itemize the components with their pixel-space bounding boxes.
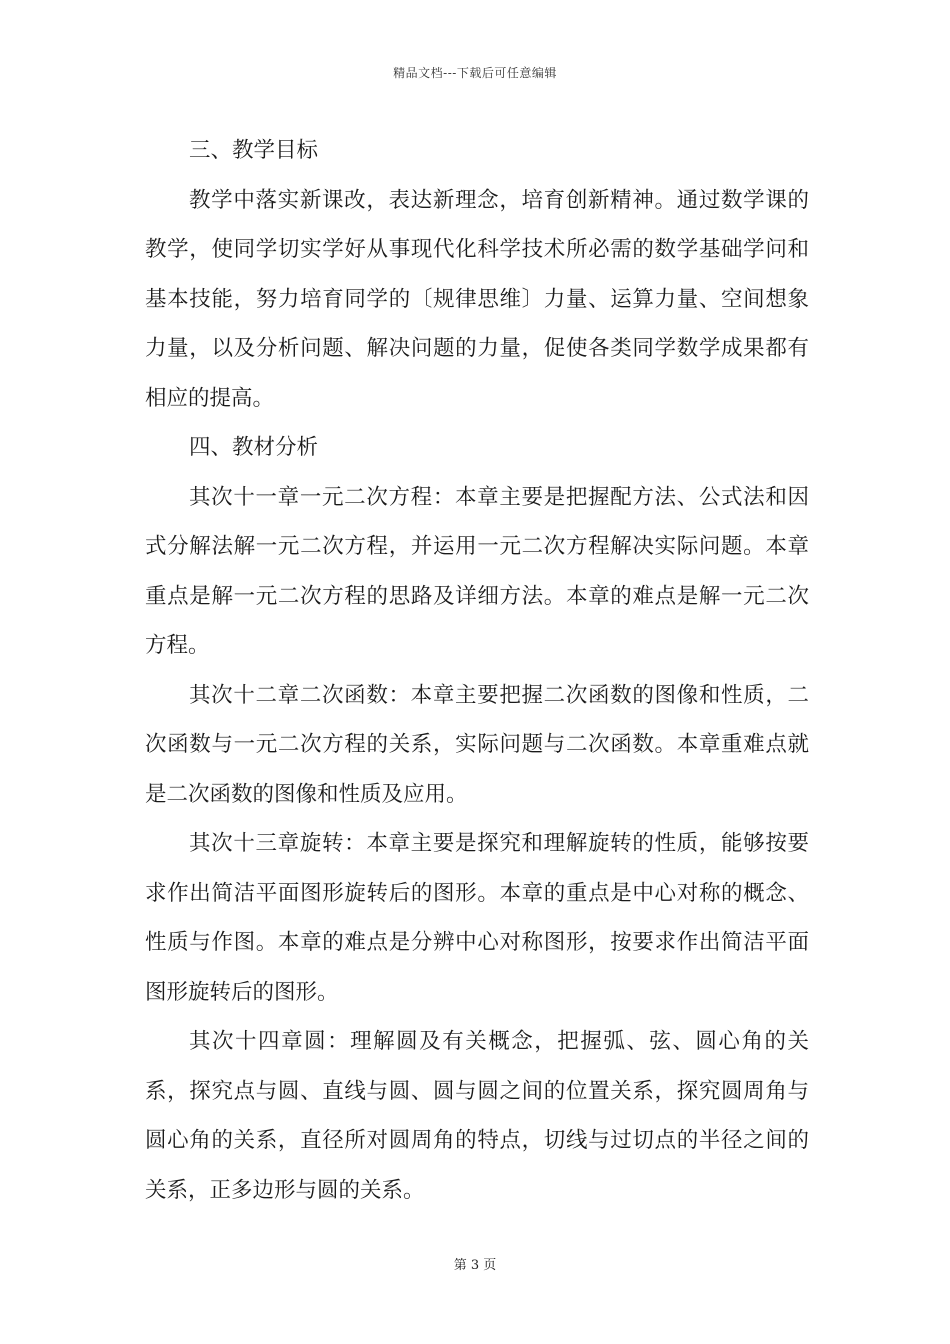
paragraph-teaching-goals: 教学中落实新课改，表达新理念，培育创新精神。通过数学课的教学，使同学切实学好从事现代化科学技术所必需的数学基础学问和基本技能，努力培育同学的〔规律思维〕力量、运算力量、空间想象力量，以及分析问题、解决问题的力量，促使各类同学数学成果都有相应的提高。 bbox=[145, 187, 809, 411]
page-header: 精品文档---下载后可任意编辑 bbox=[393, 66, 557, 80]
section-heading-textbook-analysis: 四、教材分析 bbox=[189, 435, 319, 460]
document-body bbox=[145, 126, 809, 1215]
paragraph-chapter-22: 其次十二章二次函数：本章主要把握二次函数的图像和性质，二次函数与一元二次方程的关系，实际问题与二次函数。本章重难点就是二次函数的图像和性质及应用。 bbox=[145, 682, 809, 807]
paragraph-chapter-23: 其次十三章旋转：本章主要是探究和理解旋转的性质，能够按要求作出简洁平面图形旋转后的图形。本章的重点是中心对称的概念、性质与作图。本章的难点是分辨中心对称图形，按要求作出简洁平面图形旋转后的图形。 bbox=[145, 831, 809, 1005]
paragraph-chapter-21: 其次十一章一元二次方程：本章主要是把握配方法、公式法和因式分解法解一元二次方程，并运用一元二次方程解决实际问题。本章重点是解一元二次方程的思路及详细方法。本章的难点是解一元二次方程。 bbox=[145, 484, 809, 658]
paragraph-chapter-24: 其次十四章圆：理解圆及有关概念，把握弧、弦、圆心角的关系，探究点与圆、直线与圆、圆与圆之间的位置关系，探究圆周角与圆心角的关系，直径所对圆周角的特点，切线与过切点的半径之间的关系，正多边形与圆的关系。 bbox=[145, 1029, 809, 1203]
page-number: 第 3 页 bbox=[453, 1258, 497, 1273]
section-heading-teaching-goals: 三、教学目标 bbox=[189, 138, 319, 163]
